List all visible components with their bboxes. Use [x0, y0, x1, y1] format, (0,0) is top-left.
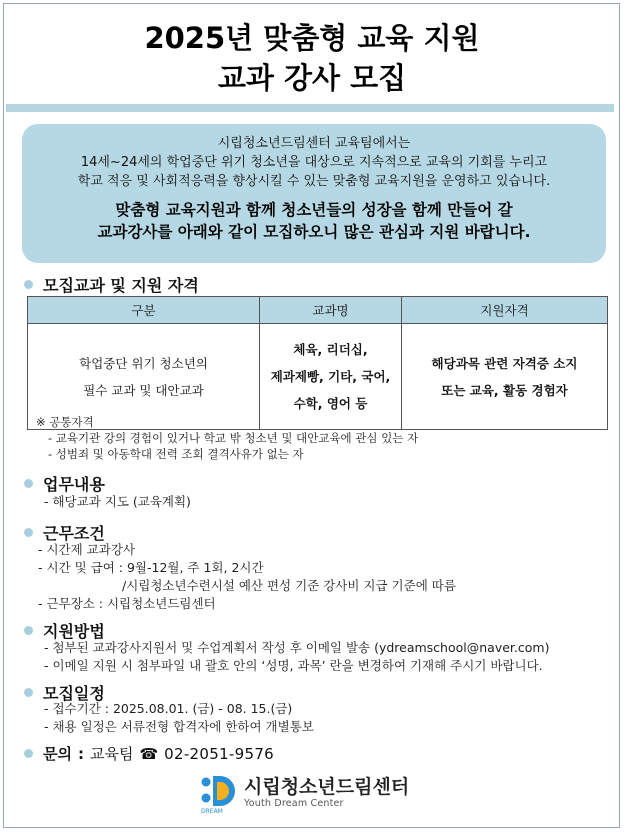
- recruit-table: [27, 296, 608, 430]
- section-title: 업무내용: [43, 475, 105, 494]
- schedule-item-1: - 접수기간 : 2025.08.01. (금) - 08. 15.(금): [44, 701, 293, 716]
- category-text-2: 필수 교과 및 대안교과: [83, 382, 204, 398]
- section-title: 모집교과 및 지원 자격: [43, 276, 199, 295]
- logo-subtitle: Youth Dream Center: [244, 798, 344, 809]
- contact-label: 문의: [43, 745, 72, 763]
- title-line-2: 교과 강사 모집: [217, 61, 407, 95]
- bullet-icon: [24, 280, 33, 289]
- section-title: 근무조건: [43, 524, 105, 543]
- apply-item-1: - 첨부된 교과강사지원서 및 수업계획서 작성 후 이메일 발송 (ydreamschool@naver.com): [44, 640, 550, 655]
- intro-line-2: 14세~24세의 학업중단 위기 청소년을 대상으로 지속적으로 교육의 기회를 누리고: [80, 155, 548, 170]
- schedule-item-2: - 채용 일정은 서류전형 합격자에 한하여 개별통보: [44, 719, 314, 734]
- schedule-list: [44, 700, 314, 736]
- apply-item-2: - 이메일 지원 시 첨부파일 내 괄호 안의 ‘성명, 과목’ 란을 변경하여 기재해 주시기 바랍니다.: [44, 658, 543, 673]
- intro-line-5: 교과강사를 아래와 같이 모집하오니 많은 관심과 지원 바랍니다.: [97, 223, 531, 241]
- table-header-category: 구분: [28, 297, 260, 324]
- intro-box: [22, 124, 606, 263]
- apply-list: [44, 639, 549, 675]
- page-title: [0, 18, 624, 98]
- note-title: ※ 공통자격: [36, 415, 94, 429]
- note-item-1: - 교육기관 강의 경험이 있거나 학교 밖 청소년 및 대안교육에 관심 있는 자: [48, 431, 419, 445]
- center-logo: [200, 772, 409, 814]
- intro-line-3: 학교 적응 및 사회적응력을 향상시킬 수 있는 맞춤형 교육지원을 운영하고 있습니다.: [77, 174, 551, 189]
- qual-text-2: 또는 교육, 활동 경험자: [441, 382, 568, 398]
- section-title: 모집일정: [43, 684, 105, 703]
- conditions-item-1: - 시간제 교과강사: [38, 542, 135, 557]
- bullet-icon: [24, 749, 33, 758]
- bullet-icon: [24, 479, 33, 488]
- section-title: 지원방법: [43, 622, 105, 641]
- contact-separator: :: [77, 744, 84, 763]
- svg-text:DREAM: DREAM: [201, 808, 223, 814]
- contact-phone: 02-2051-9576: [164, 744, 275, 763]
- category-text-1: 학업중단 위기 청소년의: [79, 355, 208, 371]
- conditions-item-3: /시립청소년수련시설 예산 편성 기준 강사비 지급 기준에 따름: [122, 578, 456, 593]
- logo-name: 시립청소년드림센터: [244, 776, 410, 798]
- bullet-icon: [24, 688, 33, 697]
- qual-text-1: 해당과목 관련 자격증 소지: [431, 355, 578, 371]
- title-line-1: 2025년 맞춤형 교육 지원: [144, 21, 480, 55]
- dream-logo-icon: [200, 772, 236, 814]
- duties-item-1: - 해당교과 지도 (교육계획): [44, 494, 191, 509]
- intro-line-4: 맞춤형 교육지원과 함께 청소년들의 성장을 함께 만들어 갈: [115, 201, 513, 219]
- phone-icon: ☎: [139, 744, 159, 763]
- contact-line: [24, 743, 274, 764]
- table-header-subjects: 교과명: [260, 297, 402, 324]
- bullet-icon: [24, 528, 33, 537]
- table-header-qualification: 지원자격: [402, 297, 608, 324]
- title-divider-band: [6, 104, 614, 112]
- duties-list: [44, 493, 191, 511]
- intro-line-1: 시립청소년드림센터 교육팀에서는: [217, 136, 411, 151]
- subjects-text-2: 제과제빵, 기타, 국어,: [270, 369, 391, 384]
- conditions-item-2: - 시간 및 급여 : 9월-12월, 주 1회, 2시간: [38, 560, 264, 575]
- common-qualification-note: [36, 414, 418, 462]
- bullet-icon: [24, 626, 33, 635]
- section-recruit-heading: [24, 273, 199, 296]
- conditions-list: [38, 541, 456, 613]
- conditions-item-4: - 근무장소 : 시립청소년드림센터: [38, 596, 216, 611]
- section-duties-heading: [24, 472, 105, 495]
- subjects-text-3: 수학, 영어 등: [293, 396, 368, 411]
- table-cell-qualification: [402, 324, 608, 430]
- note-item-2: - 성범죄 및 아동학대 전력 조회 결격사유가 없는 자: [48, 447, 304, 461]
- subjects-text-1: 체육, 리더십,: [293, 342, 368, 357]
- contact-dept: 교육팀: [89, 745, 134, 763]
